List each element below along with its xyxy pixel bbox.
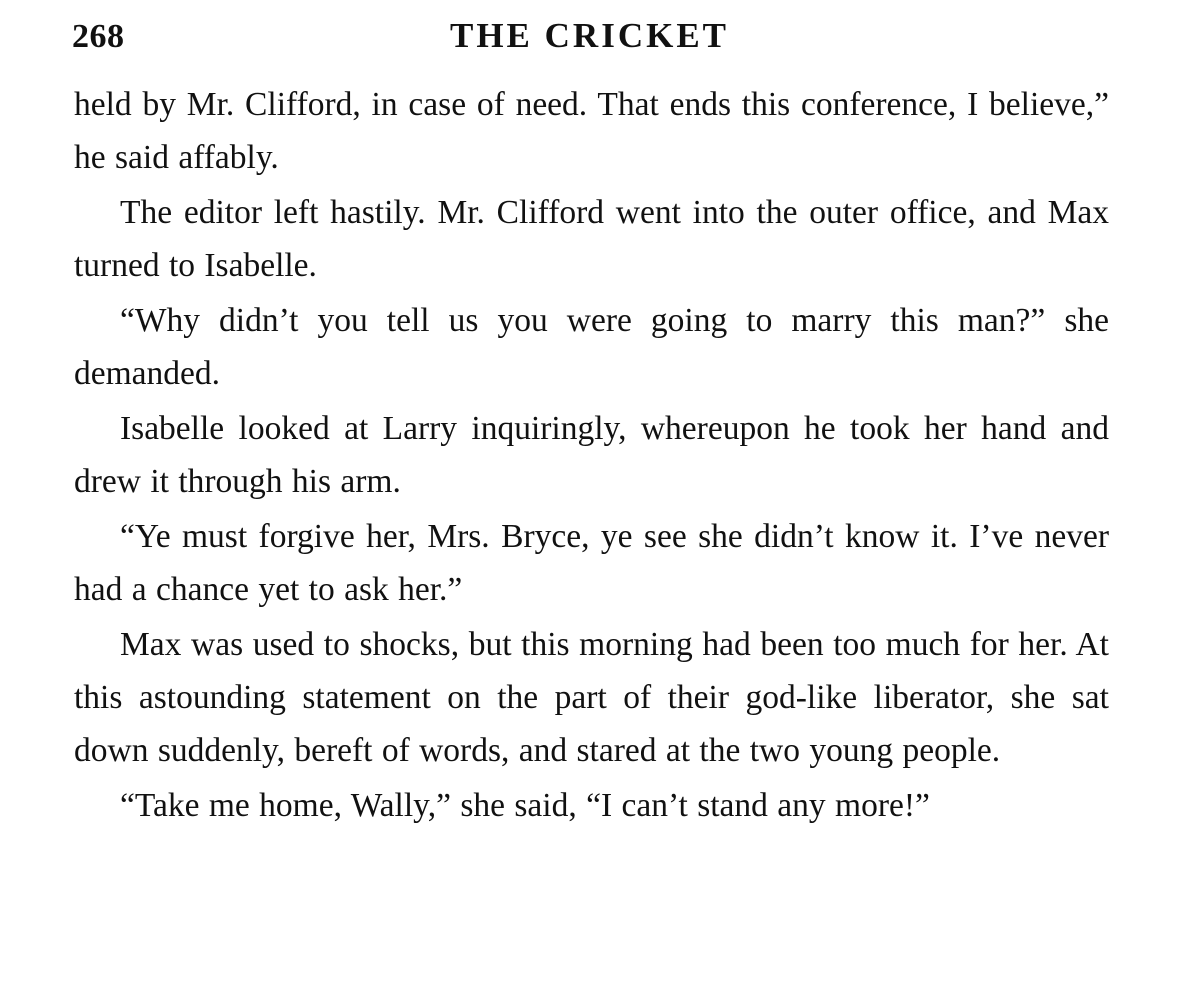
paragraph: The editor left hastily. Mr. Clifford went into the outer office, and Max turned to Isabelle.: [74, 194, 1109, 284]
paragraph: “Take me home, Wally,” she said, “I can’t stand any more!”: [120, 787, 930, 824]
paragraph: Isabelle looked at Larry inquiringly, whereupon he took her hand and drew it through his arm.: [74, 410, 1109, 500]
paragraph: held by Mr. Clifford, in case of need. That ends this conference, I believe,” he said affably.: [74, 86, 1109, 176]
paragraph: Max was used to shocks, but this morning had been too much for her. At this astounding statement on the part of their god-like liberator, she sat down suddenly, bereft of words, and stared at the two young people.: [74, 626, 1109, 769]
page-body: [74, 78, 1109, 832]
page-number: 268: [72, 18, 125, 55]
running-head-title: THE CRICKET: [449, 16, 730, 55]
paragraph: “Ye must forgive her, Mrs. Bryce, ye see she didn’t know it. I’ve never had a chance yet to ask her.”: [74, 518, 1109, 608]
paragraph: “Why didn’t you tell us you were going to marry this man?” she demanded.: [74, 302, 1109, 392]
page-header: [72, 0, 1107, 78]
